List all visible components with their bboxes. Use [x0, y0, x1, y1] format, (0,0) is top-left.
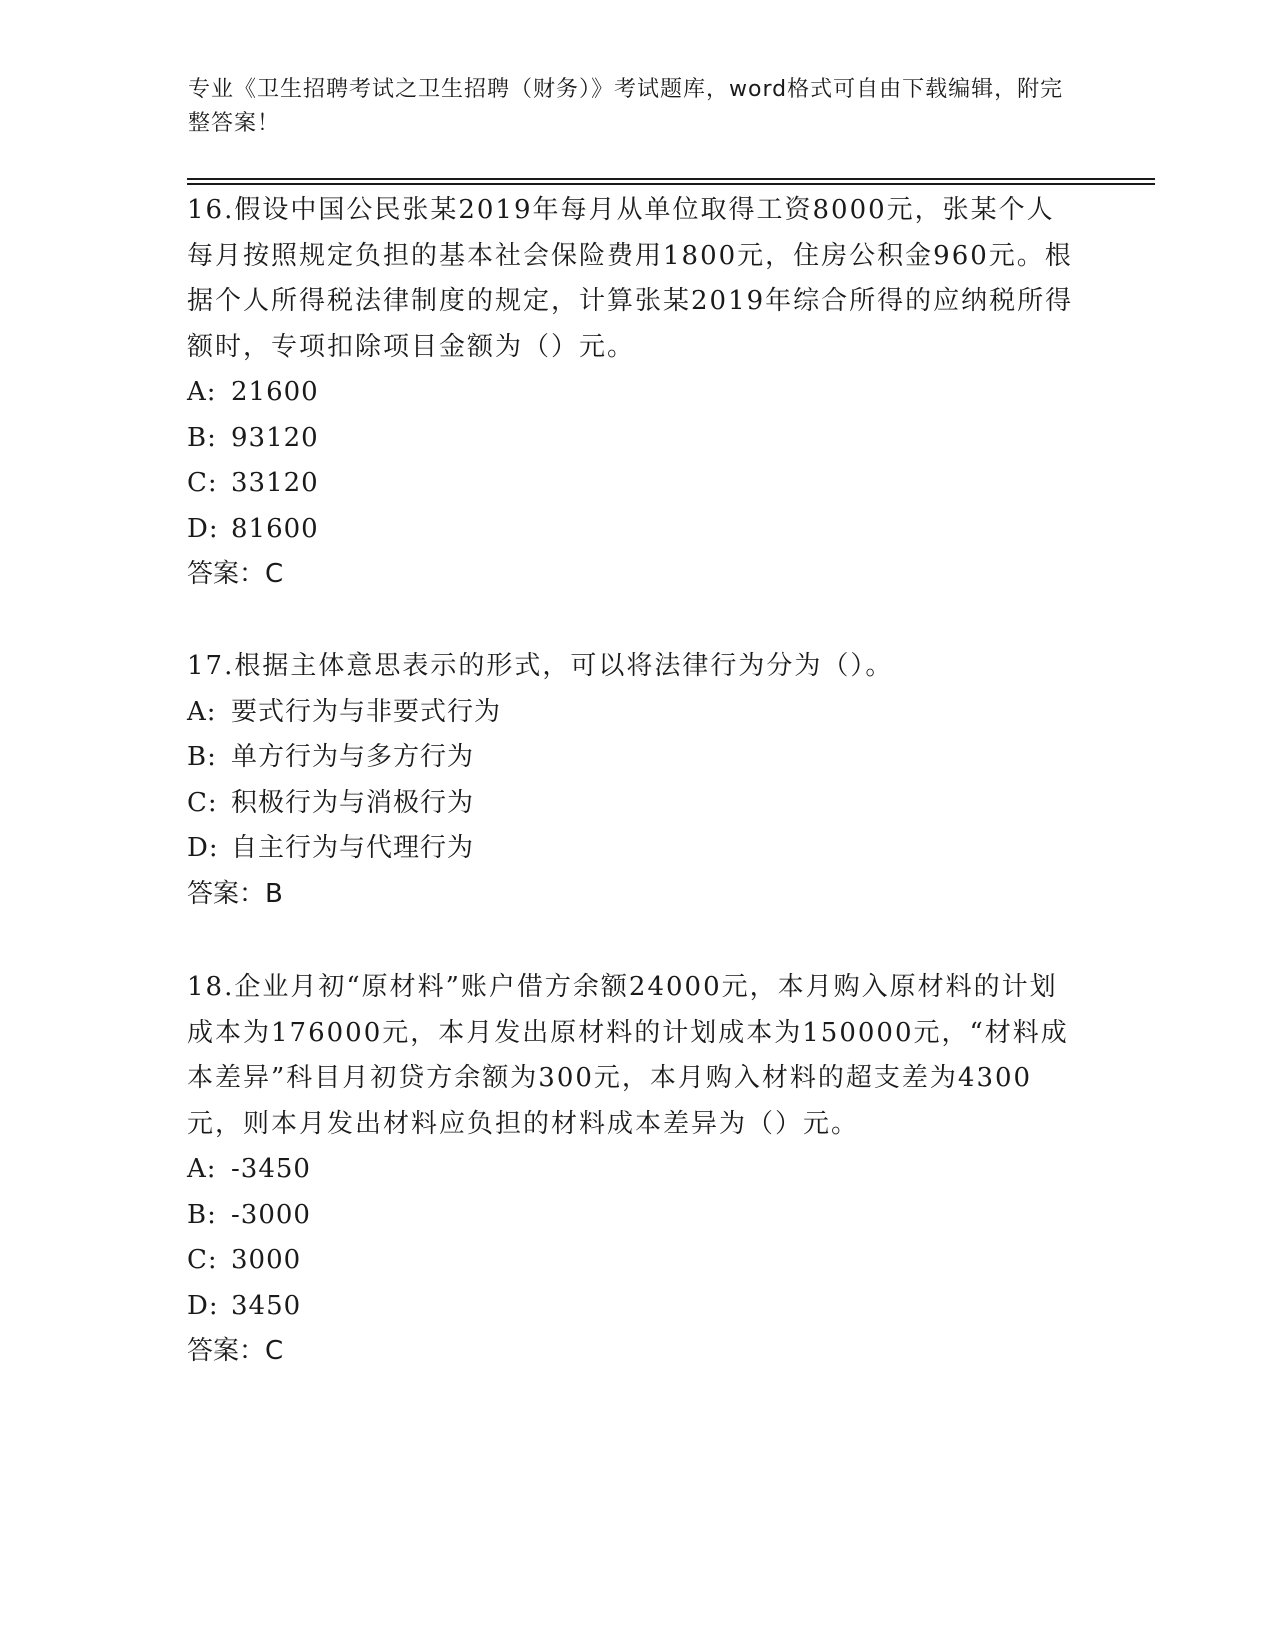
- question-17: [187, 644, 1077, 917]
- option-b: [187, 735, 1077, 781]
- option-text: 93120: [231, 422, 319, 453]
- header-rule-bottom: [187, 183, 1155, 185]
- option-b: [187, 416, 1077, 462]
- option-c: [187, 461, 1077, 507]
- option-text: -3000: [231, 1199, 311, 1230]
- option-a: [187, 690, 1077, 736]
- option-text: 3450: [231, 1290, 302, 1321]
- answer: 答案：C: [187, 559, 284, 589]
- option-letter: C:: [187, 787, 218, 818]
- option-text: -3450: [231, 1154, 311, 1184]
- question-16: [187, 188, 1077, 598]
- question-stem: 17.根据主体意思表示的形式，可以将法律行为分为（）。: [187, 651, 894, 681]
- option-letter: D:: [187, 833, 219, 863]
- option-letter: A:: [187, 1154, 217, 1184]
- option-c: [187, 781, 1077, 827]
- option-letter: B:: [187, 742, 217, 772]
- option-letter: B:: [187, 422, 217, 453]
- question-stem: 16.假设中国公民张某2019年每月从单位取得工资8000元，张某个人每月按照规定负担的基本社会保险费用1800元，住房公积金960元。根据个人所得税法律制度的规定，计算张某2019年综合所得的应纳税所得额时，专项扣除项目金额为（）元。: [187, 195, 1074, 362]
- option-text: 21600: [231, 377, 319, 407]
- option-letter: B:: [187, 1199, 217, 1230]
- option-text: 81600: [231, 513, 319, 544]
- option-letter: A:: [187, 696, 217, 727]
- header-rule-top: [187, 178, 1155, 180]
- option-c: [187, 1238, 1077, 1284]
- option-text: 单方行为与多方行为: [231, 742, 475, 772]
- option-text: 积极行为与消极行为: [231, 787, 475, 818]
- option-text: 自主行为与代理行为: [231, 833, 475, 863]
- page-header: 专业《卫生招聘考试之卫生招聘（财务）》考试题库，word格式可自由下载编辑，附完整答案！: [188, 77, 1064, 136]
- option-a: [187, 370, 1077, 416]
- option-d: [187, 507, 1077, 553]
- option-text: 33120: [231, 468, 319, 498]
- option-text: 3000: [231, 1245, 302, 1275]
- option-letter: D:: [187, 513, 219, 544]
- option-d: [187, 1284, 1077, 1330]
- option-b: [187, 1193, 1077, 1239]
- option-letter: D:: [187, 1290, 219, 1321]
- option-letter: C:: [187, 468, 218, 498]
- option-a: [187, 1147, 1077, 1193]
- answer: 答案：C: [187, 1336, 284, 1366]
- question-18: [187, 965, 1077, 1375]
- option-letter: C:: [187, 1245, 218, 1275]
- option-letter: A:: [187, 377, 217, 407]
- question-stem: 18.企业月初“原材料”账户借方余额24000元，本月购入原材料的计划成本为176000元，本月发出原材料的计划成本为150000元，“材料成本差异”科目月初贷方余额为300元，本月购入材料的超支差为4300元，则本月发出材料应负担的材料成本差异为（）元。: [187, 972, 1069, 1139]
- option-text: 要式行为与非要式行为: [231, 696, 502, 727]
- option-d: [187, 826, 1077, 872]
- answer: 答案：B: [187, 878, 283, 909]
